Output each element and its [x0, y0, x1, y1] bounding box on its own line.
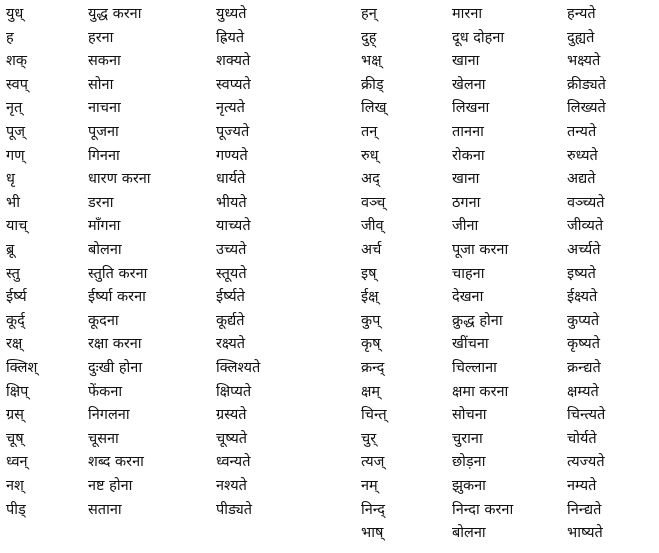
right-meaning-cell: खाना — [452, 53, 480, 70]
left-passive-form-cell: ईर्ष्यते — [216, 289, 245, 306]
table-row — [0, 73, 659, 97]
left-meaning-cell: युद्ध करना — [88, 6, 142, 22]
right-root-cell: जीव् — [361, 218, 384, 235]
right-meaning-cell: चाहना — [452, 265, 485, 282]
left-root-cell: धृ — [6, 171, 15, 188]
left-root-cell: भी — [6, 194, 20, 211]
left-meaning-cell: चूसना — [88, 430, 119, 447]
left-passive-form-cell: क्लिश्यते — [216, 360, 261, 376]
table-row — [0, 26, 659, 50]
left-root-cell: याच् — [6, 218, 28, 235]
right-passive-form-cell: त्यज्यते — [567, 454, 605, 471]
right-passive-form-cell: अर्च्यते — [567, 242, 601, 258]
right-meaning-cell: जीना — [452, 218, 479, 235]
left-passive-form-cell: नश्यते — [216, 478, 247, 494]
left-meaning-cell: माँगना — [88, 218, 121, 235]
right-passive-form-cell: इष्यते — [567, 265, 596, 282]
right-meaning-cell: सोचना — [452, 407, 487, 424]
right-passive-form-cell: दुह्यते — [567, 29, 595, 46]
table-row — [0, 96, 659, 120]
right-passive-form-cell: हन्यते — [567, 6, 596, 22]
left-meaning-cell: फेंकना — [88, 383, 123, 400]
right-root-cell: दुह् — [361, 29, 377, 46]
right-passive-form-cell: नम्यते — [567, 478, 597, 494]
right-passive-form-cell: रुध्यते — [567, 147, 598, 164]
left-root-cell: ग्रस् — [6, 407, 24, 424]
right-root-cell: कृष् — [361, 336, 381, 353]
right-passive-form-cell: तन्यते — [567, 124, 597, 140]
table-row — [0, 332, 659, 356]
left-passive-form-cell: स्तूयते — [216, 265, 247, 282]
right-root-cell: त्यज् — [361, 454, 385, 471]
right-meaning-cell: लिखना — [452, 100, 490, 117]
table-row — [0, 214, 659, 238]
left-passive-form-cell: गण्यते — [216, 147, 248, 164]
left-meaning-cell: बोलना — [88, 242, 122, 258]
left-root-cell: स्तु — [6, 265, 20, 282]
right-meaning-cell: दूध दोहना — [452, 29, 505, 46]
left-root-cell: चूष् — [6, 430, 24, 447]
right-root-cell: चिन्त् — [361, 407, 387, 424]
right-meaning-cell: बोलना — [452, 525, 486, 542]
right-root-cell: क्रन्द् — [361, 360, 385, 376]
right-root-cell: चुर् — [361, 430, 377, 447]
table-row — [0, 144, 659, 168]
right-passive-form-cell: भाष्यते — [567, 525, 603, 542]
left-root-cell: नृत् — [6, 100, 23, 117]
right-meaning-cell: छोड़ना — [452, 454, 486, 471]
left-meaning-cell: गिनना — [88, 147, 120, 164]
table-row — [0, 120, 659, 144]
left-meaning-cell: धारण करना — [88, 171, 151, 188]
left-root-cell: ध्वन् — [6, 454, 28, 471]
table-row — [0, 380, 659, 404]
right-root-cell: नम् — [361, 478, 378, 494]
left-passive-form-cell: स्वप्यते — [216, 76, 251, 93]
left-passive-form-cell: क्षिप्यते — [216, 383, 252, 400]
right-meaning-cell: पूजा करना — [452, 242, 509, 258]
left-passive-form-cell: पीड्यते — [216, 501, 253, 518]
right-root-cell: तन् — [361, 124, 378, 140]
right-passive-form-cell: लिख्यते — [567, 100, 606, 117]
right-root-cell: अर्च — [361, 242, 382, 258]
left-passive-form-cell: ध्वन्यते — [216, 454, 251, 471]
left-root-cell: नश् — [6, 478, 24, 494]
left-passive-form-cell: भीयते — [216, 194, 247, 211]
left-root-cell: युध् — [6, 6, 24, 22]
right-root-cell: कुप् — [361, 312, 381, 329]
right-meaning-cell: चुराना — [452, 430, 483, 447]
table-row — [0, 49, 659, 73]
right-meaning-cell: खींचना — [452, 336, 489, 353]
table-row — [0, 498, 659, 522]
right-meaning-cell: तानना — [452, 124, 484, 140]
right-meaning-cell: खाना — [452, 171, 480, 188]
right-root-cell: भक्ष् — [361, 53, 382, 70]
left-passive-form-cell: याच्यते — [216, 218, 251, 235]
table-row — [0, 262, 659, 286]
right-root-cell: अद् — [361, 171, 380, 188]
right-meaning-cell: देखना — [452, 289, 484, 306]
right-passive-form-cell: कुप्यते — [567, 312, 600, 329]
left-meaning-cell: सताना — [88, 501, 122, 518]
left-passive-form-cell: पूज्यते — [216, 124, 250, 140]
right-root-cell: रुध् — [361, 147, 379, 164]
right-passive-form-cell: चिन्त्यते — [567, 407, 606, 424]
left-passive-form-cell: चूष्यते — [216, 430, 248, 447]
table-row — [0, 403, 659, 427]
right-root-cell: हन् — [361, 6, 377, 22]
left-meaning-cell: ईर्ष्या करना — [88, 289, 146, 306]
right-meaning-cell: चिल्लाना — [452, 360, 497, 376]
right-passive-form-cell: निन्द्यते — [567, 501, 602, 518]
right-root-cell: लिख् — [361, 100, 387, 117]
left-meaning-cell: नष्ट होना — [88, 478, 133, 494]
left-meaning-cell: सकना — [88, 53, 121, 70]
right-passive-form-cell: जीव्यते — [567, 218, 604, 235]
right-meaning-cell: क्षमा करना — [452, 383, 509, 400]
table-row — [0, 427, 659, 451]
right-passive-form-cell: अद्यते — [567, 171, 596, 188]
right-meaning-cell: मारना — [452, 6, 483, 22]
right-passive-form-cell: चोर्यते — [567, 430, 597, 447]
right-meaning-cell: रोकना — [452, 147, 485, 164]
left-meaning-cell: डरना — [88, 194, 114, 211]
left-meaning-cell: नाचना — [88, 100, 121, 117]
table-row — [0, 2, 659, 26]
left-passive-form-cell: ग्रस्यते — [216, 407, 247, 424]
right-meaning-cell: निन्दा करना — [452, 501, 514, 518]
left-meaning-cell: स्तुति करना — [88, 265, 148, 282]
right-root-cell: इष् — [361, 265, 377, 282]
left-meaning-cell: दुःखी होना — [88, 360, 143, 376]
right-root-cell: क्रीड् — [361, 76, 384, 93]
left-meaning-cell: सोना — [88, 76, 114, 93]
right-passive-form-cell: भक्ष्यते — [567, 53, 601, 70]
left-passive-form-cell: युध्यते — [216, 6, 247, 22]
right-passive-form-cell: क्षम्यते — [567, 383, 599, 400]
left-root-cell: शक् — [6, 53, 27, 70]
left-passive-form-cell: नृत्यते — [216, 100, 245, 117]
right-passive-form-cell: वञ्च्यते — [567, 194, 605, 211]
table-row — [0, 356, 659, 380]
right-root-cell: भाष् — [361, 525, 384, 542]
left-root-cell: ईर्ष्य — [6, 289, 27, 306]
table-row — [0, 285, 659, 309]
left-root-cell: ह — [6, 29, 14, 46]
right-passive-form-cell: कृष्यते — [567, 336, 600, 353]
right-root-cell: निन्द् — [361, 501, 385, 518]
left-passive-form-cell: उच्यते — [216, 242, 247, 258]
right-root-cell: वञ्च् — [361, 194, 386, 211]
table-row — [0, 474, 659, 498]
left-root-cell: पूज् — [6, 124, 25, 140]
table-row — [0, 521, 659, 545]
right-root-cell: ईक्ष् — [361, 289, 379, 306]
left-passive-form-cell: धार्यते — [216, 171, 246, 188]
left-root-cell: गण् — [6, 147, 25, 164]
left-meaning-cell: शब्द करना — [88, 454, 144, 471]
left-root-cell: क्लिश् — [6, 360, 38, 376]
table-row — [0, 191, 659, 215]
right-meaning-cell: खेलना — [452, 76, 486, 93]
left-passive-form-cell: कूर्द्यते — [216, 312, 245, 329]
table-row — [0, 450, 659, 474]
left-root-cell: क्षिप् — [6, 383, 29, 400]
left-root-cell: कूर्द् — [6, 312, 25, 329]
right-root-cell: क्षम् — [361, 383, 381, 400]
table-row — [0, 238, 659, 262]
left-passive-form-cell: रक्ष्यते — [216, 336, 246, 353]
right-meaning-cell: ठगना — [452, 194, 481, 211]
left-meaning-cell: हरना — [88, 29, 114, 46]
table-row — [0, 167, 659, 191]
right-passive-form-cell: क्रीड्यते — [567, 76, 606, 93]
left-root-cell: ब्रू — [6, 242, 15, 258]
left-meaning-cell: कूदना — [88, 312, 119, 329]
left-passive-form-cell: ह्रियते — [216, 29, 245, 46]
left-root-cell: पीड् — [6, 501, 26, 518]
right-passive-form-cell: क्रन्द्यते — [567, 360, 601, 376]
right-meaning-cell: झुकना — [452, 478, 486, 494]
left-passive-form-cell: शक्यते — [216, 53, 251, 70]
left-meaning-cell: रक्षा करना — [88, 336, 142, 353]
right-passive-form-cell: ईक्ष्यते — [567, 289, 598, 306]
left-meaning-cell: पूजना — [88, 124, 119, 140]
left-root-cell: स्वप् — [6, 76, 28, 93]
table-row — [0, 309, 659, 333]
left-meaning-cell: निगलना — [88, 407, 130, 424]
right-meaning-cell: क्रुद्ध होना — [452, 312, 503, 329]
left-root-cell: रक्ष् — [6, 336, 23, 353]
